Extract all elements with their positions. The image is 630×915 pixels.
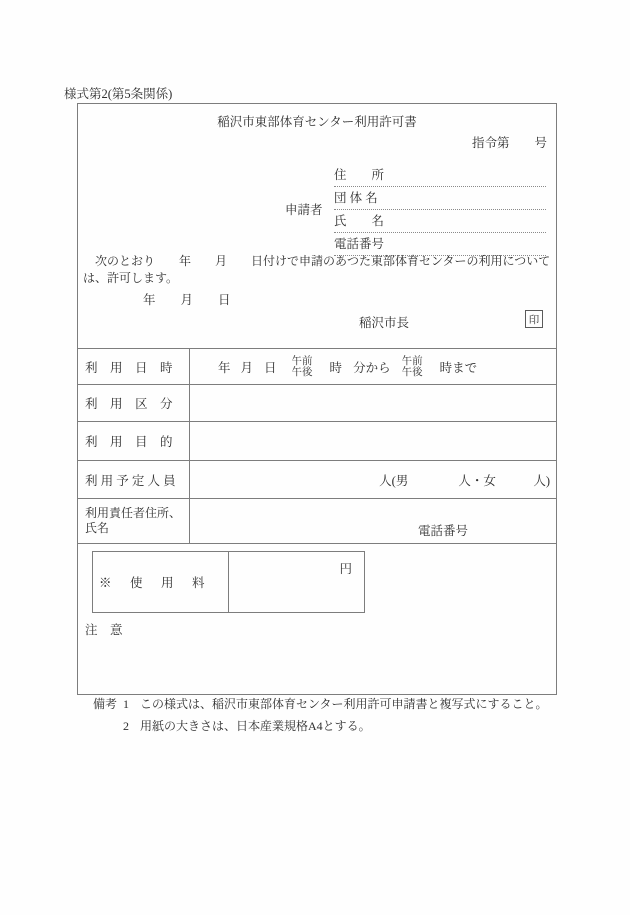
am-label: 午前 <box>291 355 313 367</box>
note-row-2 <box>93 719 548 734</box>
usage-fee-box <box>92 551 365 613</box>
usage-datetime-value <box>190 349 556 384</box>
organization-name-field: 団 体 名 <box>334 187 546 210</box>
directive-number: 指令第 号 <box>471 136 547 150</box>
pm-label: 午後 <box>401 366 423 378</box>
hour-to-label: 時まで <box>439 360 478 375</box>
usage-purpose-label: 利 用 目 的 <box>78 422 190 460</box>
usage-purpose-value <box>190 422 556 460</box>
name-field: 氏 名 <box>334 210 546 233</box>
yen-unit-label: 円 <box>339 562 352 576</box>
usage-fee-label: ※ 使 用 料 <box>93 552 229 612</box>
am-pm-selector-from <box>292 356 313 378</box>
seal-stamp-box: 印 <box>525 310 543 328</box>
address-field: 住 所 <box>334 164 546 187</box>
responsible-person-label-text: 利用責任者住所、 氏名 <box>85 506 182 535</box>
people-count-template: 人(男 人・女 人) <box>379 473 550 488</box>
responsible-person-label <box>78 499 190 543</box>
form-number-label: 様式第2(第5条関係) <box>64 87 173 101</box>
note-text-1: この様式は、稲沢市東部体育センター利用許可申請書と複写式にすること。 <box>140 697 548 711</box>
table-row-usage-purpose <box>78 422 556 461</box>
phone-number-field: 電話番号 <box>334 233 546 256</box>
usage-table <box>78 348 556 544</box>
table-row-usage-datetime <box>78 349 556 385</box>
planned-people-value <box>190 461 556 498</box>
planned-people-label: 利 用 予 定 人 員 <box>78 461 190 498</box>
remarks-notes <box>93 697 548 741</box>
am-label: 午前 <box>401 355 423 367</box>
note-number-1: 1 <box>123 697 129 711</box>
note-text-2: 用紙の大きさは、日本産業規格A4とする。 <box>140 719 371 733</box>
usage-datetime-label: 利 用 日 時 <box>78 349 190 384</box>
remarks-label: 備考 <box>93 697 118 711</box>
usage-category-label: 利 用 区 分 <box>78 385 190 421</box>
page-title: 稲沢市東部体育センター利用許可書 <box>217 115 417 129</box>
pm-label: 午後 <box>291 366 313 378</box>
permit-form-box <box>77 103 557 695</box>
fee-and-caution-section <box>78 544 556 694</box>
phone-number-label: 電話番号 <box>418 524 469 538</box>
day-label: 日 <box>264 360 277 375</box>
usage-fee-value <box>229 552 364 612</box>
permission-statement: 次のとおり 年 月 日付けで申請のあつた東部体育センターの利用については、許可します。 <box>83 254 551 285</box>
minute-from-label: 分から <box>353 360 391 375</box>
note-row-1 <box>93 697 548 712</box>
mayor-signature-label: 稲沢市長 <box>359 316 410 330</box>
year-label: 年 <box>218 360 231 375</box>
am-pm-selector-to <box>402 356 423 378</box>
table-row-usage-category <box>78 385 556 422</box>
table-row-planned-people <box>78 461 556 499</box>
month-label: 月 <box>240 360 254 375</box>
applicant-fields <box>334 164 546 256</box>
note-number-2: 2 <box>123 719 129 733</box>
responsible-person-value <box>190 499 556 543</box>
applicant-label: 申請者 <box>285 203 323 217</box>
remarks-label-spacer <box>93 719 123 734</box>
caution-label: 注 意 <box>85 623 123 637</box>
hour-label: 時 <box>329 360 343 375</box>
issue-date-line: 年 月 日 <box>143 293 231 307</box>
table-row-responsible-person <box>78 499 556 544</box>
usage-category-value <box>190 385 556 421</box>
